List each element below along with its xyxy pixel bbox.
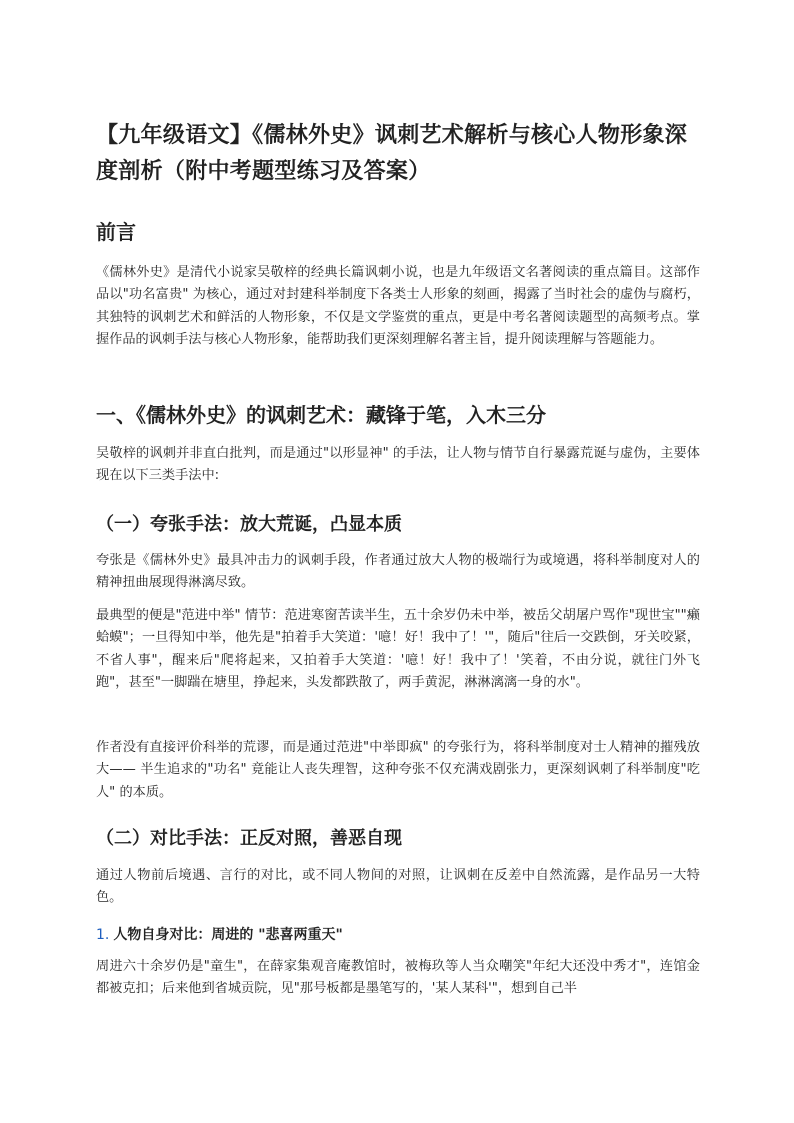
subsection-2-heading: （二）对比手法：正反对照，善恶自现 [96, 828, 402, 849]
subsection-1-paragraph-2: 最典型的便是"范进中举" 情节：范进寒窗苦读半生，五十余岁仍未中举，被岳父胡屠户骂作"现世宝""癞蛤蟆"；一旦得知中举，他先是"拍着手大笑道：'噫！好！我中了！'"，随后"往后一交跌倒，牙关咬紧，不省人事"，醒来后"爬将起来，又拍着手大笑道：'噫！好！我中了！'笑着，不由分说，就往门外飞跑"，甚至"一脚踹在塘里，挣起来，头发都跌散了，两手黄泥，淋淋漓漓一身的水"。 [96, 608, 700, 691]
subsection-1-paragraph-3: 作者没有直接评价科举的荒谬，而是通过范进"中举即疯" 的夸张行为，将科举制度对士人精神的摧残放大—— 半生追求的"功名" 竟能让人丧失理智，这种夸张不仅充满戏剧张力，更深刻讽刺了科举制度"吃人" 的本质。 [96, 740, 700, 800]
preface-paragraph: 《儒林外史》是清代小说家吴敬梓的经典长篇讽刺小说，也是九年级语文名著阅读的重点篇目。这部作品以"功名富贵" 为核心，通过对封建科举制度下各类士人形象的刻画，揭露了当时社会的虚伪与腐朽，其独特的讽刺艺术和鲜活的人物形象，不仅是文学鉴赏的重点，更是中考名著阅读题型的高频考点。掌握作品的讽刺手法与核心人物形象，能帮助我们更深刻理解名著主旨，提升阅读理解与答题能力。 [96, 265, 700, 348]
list-item-heading [96, 924, 343, 946]
subsection-1-paragraph-1: 夸张是《儒林外史》最具冲击力的讽刺手段，作者通过放大人物的极端行为或境遇，将科举制度对人的精神扭曲展现得淋漓尽致。 [96, 553, 700, 591]
document-title: 【九年级语文】《儒林外史》讽刺艺术解析与核心人物形象深度剖析（附中考题型练习及答案） [96, 123, 688, 184]
list-item-title: 人物自身对比：周进的 "悲喜两重天" [113, 927, 343, 943]
subsection-2-paragraph-2: 周进六十余岁仍是"童生"，在薛家集观音庵教馆时，被梅玖等人当众嘲笑"年纪大还没中秀才"，连馆金都被克扣；后来他到省城贡院，见"那号板都是墨笔写的，'某人某科'"，想到自己半 [96, 959, 700, 997]
preface-heading: 前言 [96, 220, 136, 244]
section-1-heading: 一、《儒林外史》的讽刺艺术：藏锋于笔，入木三分 [96, 403, 546, 427]
list-item-number: 1. [96, 927, 110, 943]
section-1-intro: 吴敬梓的讽刺并非直白批判，而是通过"以形显神" 的手法，让人物与情节自行暴露荒诞与虚伪，主要体现在以下三类手法中: [96, 446, 700, 484]
subsection-2-paragraph-1: 通过人物前后境遇、言行的对比，或不同人物间的对照，让讽刺在反差中自然流露，是作品另一大特色。 [96, 868, 700, 906]
subsection-1-heading: （一）夸张手法：放大荒诞，凸显本质 [96, 514, 402, 535]
